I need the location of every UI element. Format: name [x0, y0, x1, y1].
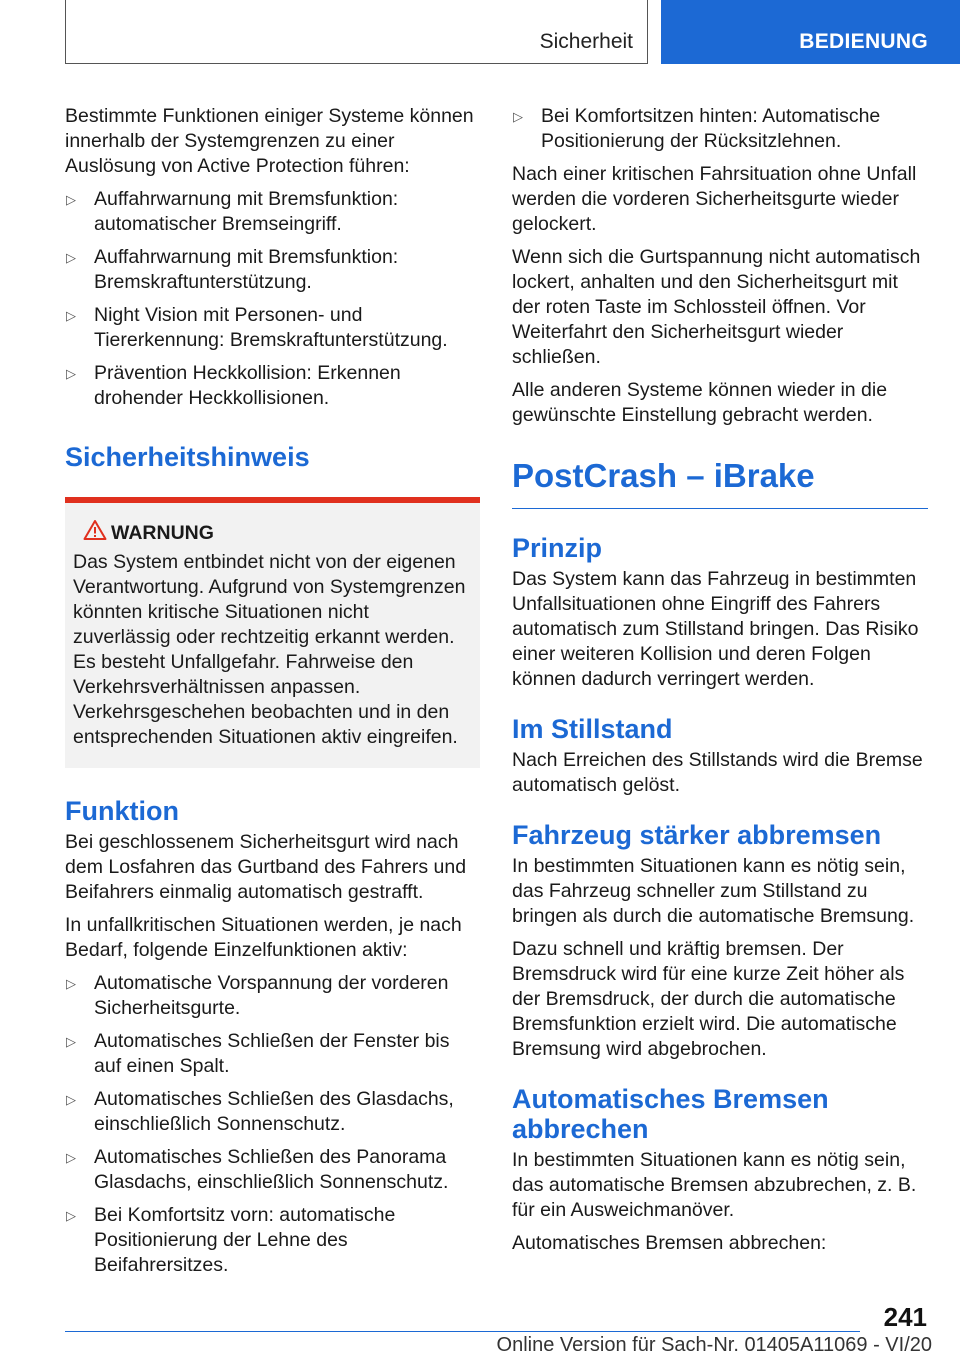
right-column	[512, 104, 928, 1264]
safety-heading: Sicherheitshinweis	[65, 442, 310, 472]
bullet-triangle-icon: ▷	[66, 976, 76, 991]
warning-text: Das System entbindet nicht von der eigenen Verantwortung. Aufgrund von Systemgrenzen könnten kritische Situationen nicht zuverlässig oder rechtzeitig erkannt werden. Es besteht Unfallgefahr. Fahrweise den Verkehrsverhältnissen anpassen. Verkehrsgeschehen beobachten und in den entsprechenden Situationen aktiv eingreifen.	[73, 551, 466, 748]
list-item: ▷ Auffahrwarnung mit Bremsfunktion: Bremskraftunterstützung.	[66, 246, 399, 293]
page-number: 241	[883, 1302, 927, 1332]
brake-harder-heading: Fahrzeug stärker abbremsen	[512, 820, 882, 850]
bullet-triangle-icon: ▷	[66, 1034, 76, 1049]
list-item: ▷ Prävention Heckkollision: Erkennen drohender Heckkollisionen.	[66, 362, 401, 409]
function-paragraph-1: Bei geschlossenem Sicherheitsgurt wird nach dem Losfahren das Gurtband des Fahrers und Beifahrers einmalig automatisch gestrafft.	[65, 831, 467, 903]
bullet-triangle-icon: ▷	[66, 366, 76, 381]
list-item: ▷ Auffahrwarnung mit Bremsfunktion: automatischer Bremseingriff.	[66, 188, 399, 235]
list-item: ▷ Bei Komfortsitzen hinten: Automatische Positionierung der Rücksitzlehnen.	[513, 105, 881, 152]
header-section-tab	[661, 0, 960, 64]
cancel-braking-heading: Automatisches Bremsen abbrechen	[512, 1084, 829, 1144]
standstill-heading: Im Stillstand	[512, 714, 673, 744]
intro-paragraph: Bestimmte Funktionen einiger Systeme können innerhalb der Systemgrenzen zu einer Auslösung von Active Protection führen:	[65, 105, 474, 177]
intro-list	[65, 187, 480, 411]
principle-heading: Prinzip	[512, 533, 603, 563]
left-column	[65, 104, 480, 1286]
list-item: ▷ Automatisches Schließen des Panorama Glasdachs, einschließlich Sonnenschutz.	[66, 1146, 449, 1193]
bullet-triangle-icon: ▷	[66, 1092, 76, 1107]
bullet-triangle-icon: ▷	[513, 109, 523, 124]
brake-harder-paragraph-2: Dazu schnell und kräftig bremsen. Der Bremsdruck wird für eine kurze Zeit höher als der Bremsdruck, der durch die automatische Bremsfunktion erzielt wird. Die automatische Bremsung wird abgebrochen.	[512, 938, 905, 1060]
header-chapter-tab	[65, 0, 648, 64]
list-item: ▷ Bei Komfortsitz vorn: automatische Positionierung der Lehne des Beifahrersitzes.	[66, 1204, 396, 1276]
standstill-text: Nach Erreichen des Stillstands wird die Bremse automatisch gelöst.	[512, 749, 923, 796]
list-item: ▷ Automatisches Schließen des Glasdachs, einschließlich Sonnenschutz.	[66, 1088, 454, 1135]
bullet-triangle-icon: ▷	[66, 1208, 76, 1223]
paragraph-other-systems: Alle anderen Systeme können wieder in die gewünschte Einstellung gebracht werden.	[512, 379, 888, 426]
list-item: ▷ Night Vision mit Personen- und Tiererkennung: Bremskraftunterstützung.	[66, 304, 448, 351]
footer-divider	[65, 1331, 860, 1332]
header-section-label: BEDIENUNG	[799, 30, 928, 53]
list-item: ▷ Automatisches Schließen der Fenster bis auf einen Spalt.	[66, 1030, 450, 1077]
main-heading: PostCrash – iBrake	[512, 456, 928, 509]
paragraph-belt-tension: Wenn sich die Gurtspannung nicht automatisch lockert, anhalten und den Sicherheitsgurt mit der roten Taste im Schlossteil öffnen. Vor Weiterfahrt den Sicherheitsgurt wieder schließen.	[512, 246, 921, 368]
cancel-braking-paragraph-2: Automatisches Bremsen abbrechen:	[512, 1232, 827, 1254]
list-item: ▷ Automatische Vorspannung der vorderen Sicherheitsgurte.	[66, 972, 449, 1019]
function-paragraph-2: In unfallkritischen Situationen werden, je nach Bedarf, folgende Einzelfunktionen aktiv:	[65, 914, 462, 961]
warning-box	[65, 497, 480, 768]
brake-harder-paragraph-1: In bestimmten Situationen kann es nötig sein, das Fahrzeug schneller zum Stillstand zu bringen als durch die automatische Bremsung.	[512, 855, 915, 927]
warning-triangle-icon	[83, 519, 107, 541]
footer-version-text: Online Version für Sach-Nr. 01405A11069 - VI/20	[496, 1334, 932, 1356]
bullet-triangle-icon: ▷	[66, 308, 76, 323]
bullet-triangle-icon: ▷	[66, 250, 76, 265]
function-list	[65, 971, 480, 1278]
header-chapter-label: Sicherheit	[539, 30, 633, 53]
function-heading: Funktion	[65, 796, 179, 826]
continued-list	[512, 104, 928, 154]
bullet-triangle-icon: ▷	[66, 1150, 76, 1165]
bullet-triangle-icon: ▷	[66, 192, 76, 207]
paragraph-loosen-belts: Nach einer kritischen Fahrsituation ohne Unfall werden die vorderen Sicherheitsgurte wieder gelockert.	[512, 163, 917, 235]
principle-text: Das System kann das Fahrzeug in bestimmten Unfallsituationen ohne Eingriff des Fahrers automatisch zum Stillstand bringen. Das Risiko einer weiteren Kollision und deren Folgen können dadurch verringert werden.	[512, 568, 919, 690]
cancel-braking-paragraph-1: In bestimmten Situationen kann es nötig sein, das automatische Bremsen abzubrechen, z. B. für ein Ausweichmanöver.	[512, 1149, 917, 1221]
warning-title: WARNUNG	[73, 521, 470, 546]
